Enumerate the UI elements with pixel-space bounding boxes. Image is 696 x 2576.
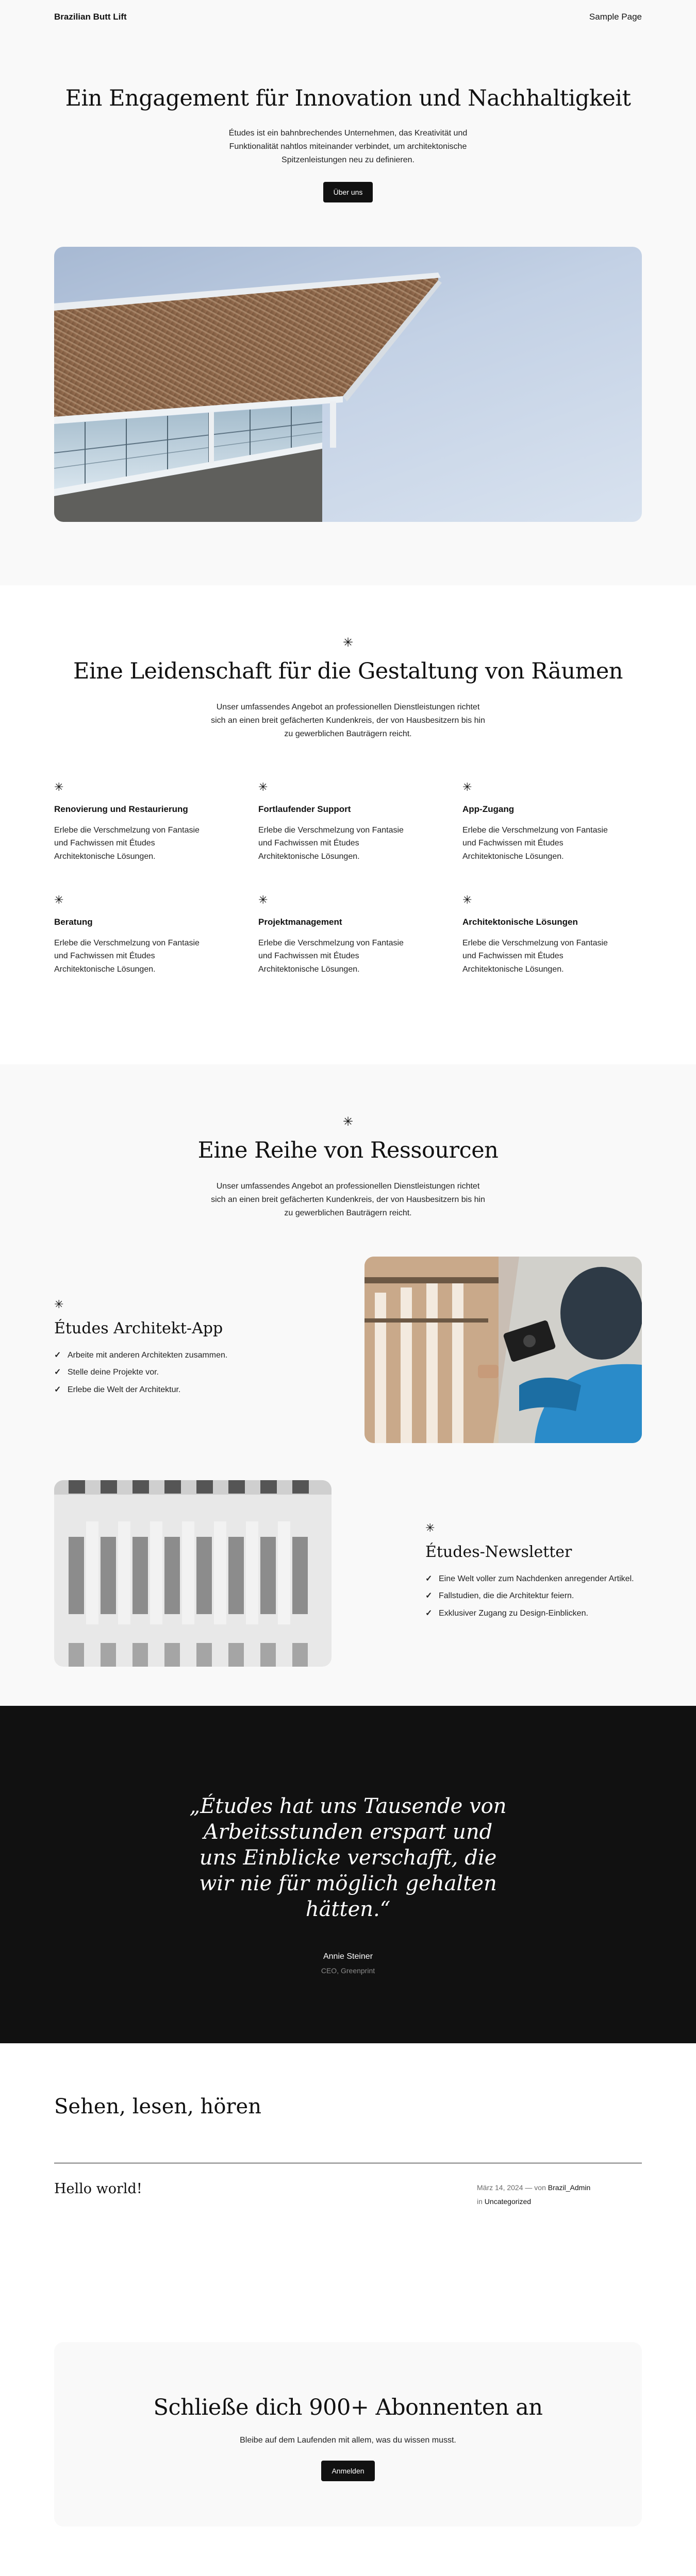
app-feature	[54, 1257, 642, 1443]
post-meta	[477, 2181, 642, 2208]
post-category-link[interactable]: Uncategorized	[484, 2197, 532, 2206]
post-date: März 14, 2024	[477, 2183, 523, 2192]
main-nav	[589, 12, 642, 22]
newsletter-text: Bleibe auf dem Laufenden mit allem, was du wissen musst.	[240, 2436, 456, 2445]
list-item: ✓ Erlebe die Welt der Architektur.	[54, 1383, 322, 1397]
asterisk-icon: ✳	[425, 1521, 435, 1534]
check-icon: ✓	[425, 1609, 433, 1618]
services-section	[0, 585, 696, 1064]
service-text: Erlebe die Verschmelzung von Fantasie und Fachwissen mit Études Architektonische Lösungen.	[462, 825, 608, 861]
service-text: Erlebe die Verschmelzung von Fantasie und Fachwissen mit Études Architektonische Lösungen.	[258, 938, 404, 974]
asterisk-icon: ✳	[54, 893, 64, 906]
newsletter-feature-list	[425, 1572, 642, 1620]
services-lead: Unser umfassendes Angebot an professionellen Dienstleistungen richtet sich an einen breit gefächerten Kundenkreis, der von Hausbesitzern bis hin zu gewerblichen Bauträgern reicht.	[211, 702, 485, 739]
service-item	[54, 782, 234, 863]
asterisk-icon: ✳	[54, 780, 64, 793]
service-item	[462, 894, 642, 976]
hero-description: Études ist ein bahnbrechendes Unternehmen, das Kreativität und Funktionalität nahtlos miteinander verbindet, um architektonische Spitzenleistungen neu zu definieren.	[228, 128, 468, 165]
blog-title: Sehen, lesen, hören	[54, 2095, 261, 2119]
nav-link-sample-page[interactable]: Sample Page	[589, 12, 642, 22]
list-item: ✓ Eine Welt voller zum Nachdenken anregender Artikel.	[425, 1572, 642, 1586]
resources-section	[0, 1064, 696, 1706]
service-text: Erlebe die Verschmelzung von Fantasie und Fachwissen mit Études Architektonische Lösungen.	[54, 938, 200, 974]
service-title: Architektonische Lösungen	[462, 917, 578, 927]
app-feature-text	[54, 1299, 322, 1401]
check-icon: ✓	[425, 1574, 433, 1583]
check-icon: ✓	[54, 1385, 61, 1395]
asterisk-icon: ✳	[342, 636, 354, 650]
testimonial-role: CEO, Greenprint	[321, 1967, 375, 1975]
list-item: ✓ Fallstudien, die die Architektur feiern.	[425, 1589, 642, 1603]
photographer-image	[364, 1257, 642, 1443]
hero-title: Ein Engagement für Innovation und Nachhaltigkeit	[65, 86, 631, 111]
post-in: in	[477, 2197, 483, 2206]
service-item	[258, 782, 438, 863]
testimonial-quote: „Études hat uns Tausende von Arbeitsstunden erspart und uns Einblicke verschafft, die wir nie für möglich gehalten hätten.“	[189, 1794, 507, 1921]
asterisk-icon: ✳	[462, 780, 472, 793]
resources-lead: Unser umfassendes Angebot an professionellen Dienstleistungen richtet sich an einen breit gefächerten Kundenkreis, der von Hausbesitzern bis hin zu gewerblichen Bauträgern reicht.	[211, 1181, 485, 1218]
newsletter-section	[0, 2342, 696, 2576]
hero-building-image	[54, 247, 642, 522]
check-icon: ✓	[425, 1591, 433, 1601]
service-item	[258, 894, 438, 976]
asterisk-icon: ✳	[258, 893, 268, 906]
post-row	[54, 2181, 642, 2208]
list-item: ✓ Stelle deine Projekte vor.	[54, 1366, 322, 1379]
service-text: Erlebe die Verschmelzung von Fantasie und Fachwissen mit Études Architektonische Lösungen.	[54, 825, 200, 861]
newsletter-feature-title: Études-Newsletter	[425, 1543, 572, 1561]
newsletter-title: Schließe dich 900+ Abonnenten an	[153, 2395, 543, 2420]
newsletter-feature	[54, 1480, 642, 1667]
resources-title: Eine Reihe von Ressourcen	[197, 1138, 499, 1163]
service-text: Erlebe die Verschmelzung von Fantasie und Fachwissen mit Études Architektonische Lösungen.	[462, 938, 608, 974]
check-icon: ✓	[54, 1368, 61, 1377]
blog-section	[0, 2043, 696, 2342]
post-title-link[interactable]: Hello world!	[54, 2181, 142, 2197]
asterisk-icon: ✳	[342, 1115, 354, 1129]
newsletter-feature-text	[425, 1522, 642, 1624]
post-by: — von	[525, 2183, 546, 2192]
asterisk-icon: ✳	[258, 780, 268, 793]
service-title: Renovierung und Restaurierung	[54, 804, 188, 814]
newsletter-box	[54, 2342, 642, 2527]
testimonial-author: Annie Steiner	[323, 1952, 373, 1961]
list-item: ✓ Exklusiver Zugang zu Design-Einblicken.	[425, 1607, 642, 1620]
testimonial-section	[0, 1706, 696, 2043]
subscribe-button[interactable]: Anmelden	[321, 2461, 374, 2481]
service-item	[54, 894, 234, 976]
site-header	[0, 0, 696, 34]
facade-image	[54, 1480, 332, 1667]
app-feature-list	[54, 1349, 322, 1397]
service-title: Projektmanagement	[258, 917, 342, 927]
check-icon: ✓	[54, 1350, 61, 1360]
list-item: ✓ Arbeite mit anderen Architekten zusammen.	[54, 1349, 322, 1362]
service-title: App-Zugang	[462, 804, 515, 814]
asterisk-icon: ✳	[54, 1297, 64, 1311]
site-title-link[interactable]: Brazilian Butt Lift	[54, 12, 127, 22]
services-grid	[54, 782, 642, 976]
about-us-button[interactable]: Über uns	[323, 182, 373, 202]
service-title: Fortlaufender Support	[258, 804, 351, 814]
service-item	[462, 782, 642, 863]
app-feature-title: Études Architekt-App	[54, 1319, 223, 1337]
building-illustration	[54, 247, 642, 522]
service-text: Erlebe die Verschmelzung von Fantasie und Fachwissen mit Études Architektonische Lösungen.	[258, 825, 404, 861]
post-author-link[interactable]: Brazil_Admin	[548, 2183, 591, 2192]
asterisk-icon: ✳	[462, 893, 472, 906]
hero-section	[0, 34, 696, 585]
service-title: Beratung	[54, 917, 93, 927]
services-title: Eine Leidenschaft für die Gestaltung von Räumen	[73, 658, 623, 684]
